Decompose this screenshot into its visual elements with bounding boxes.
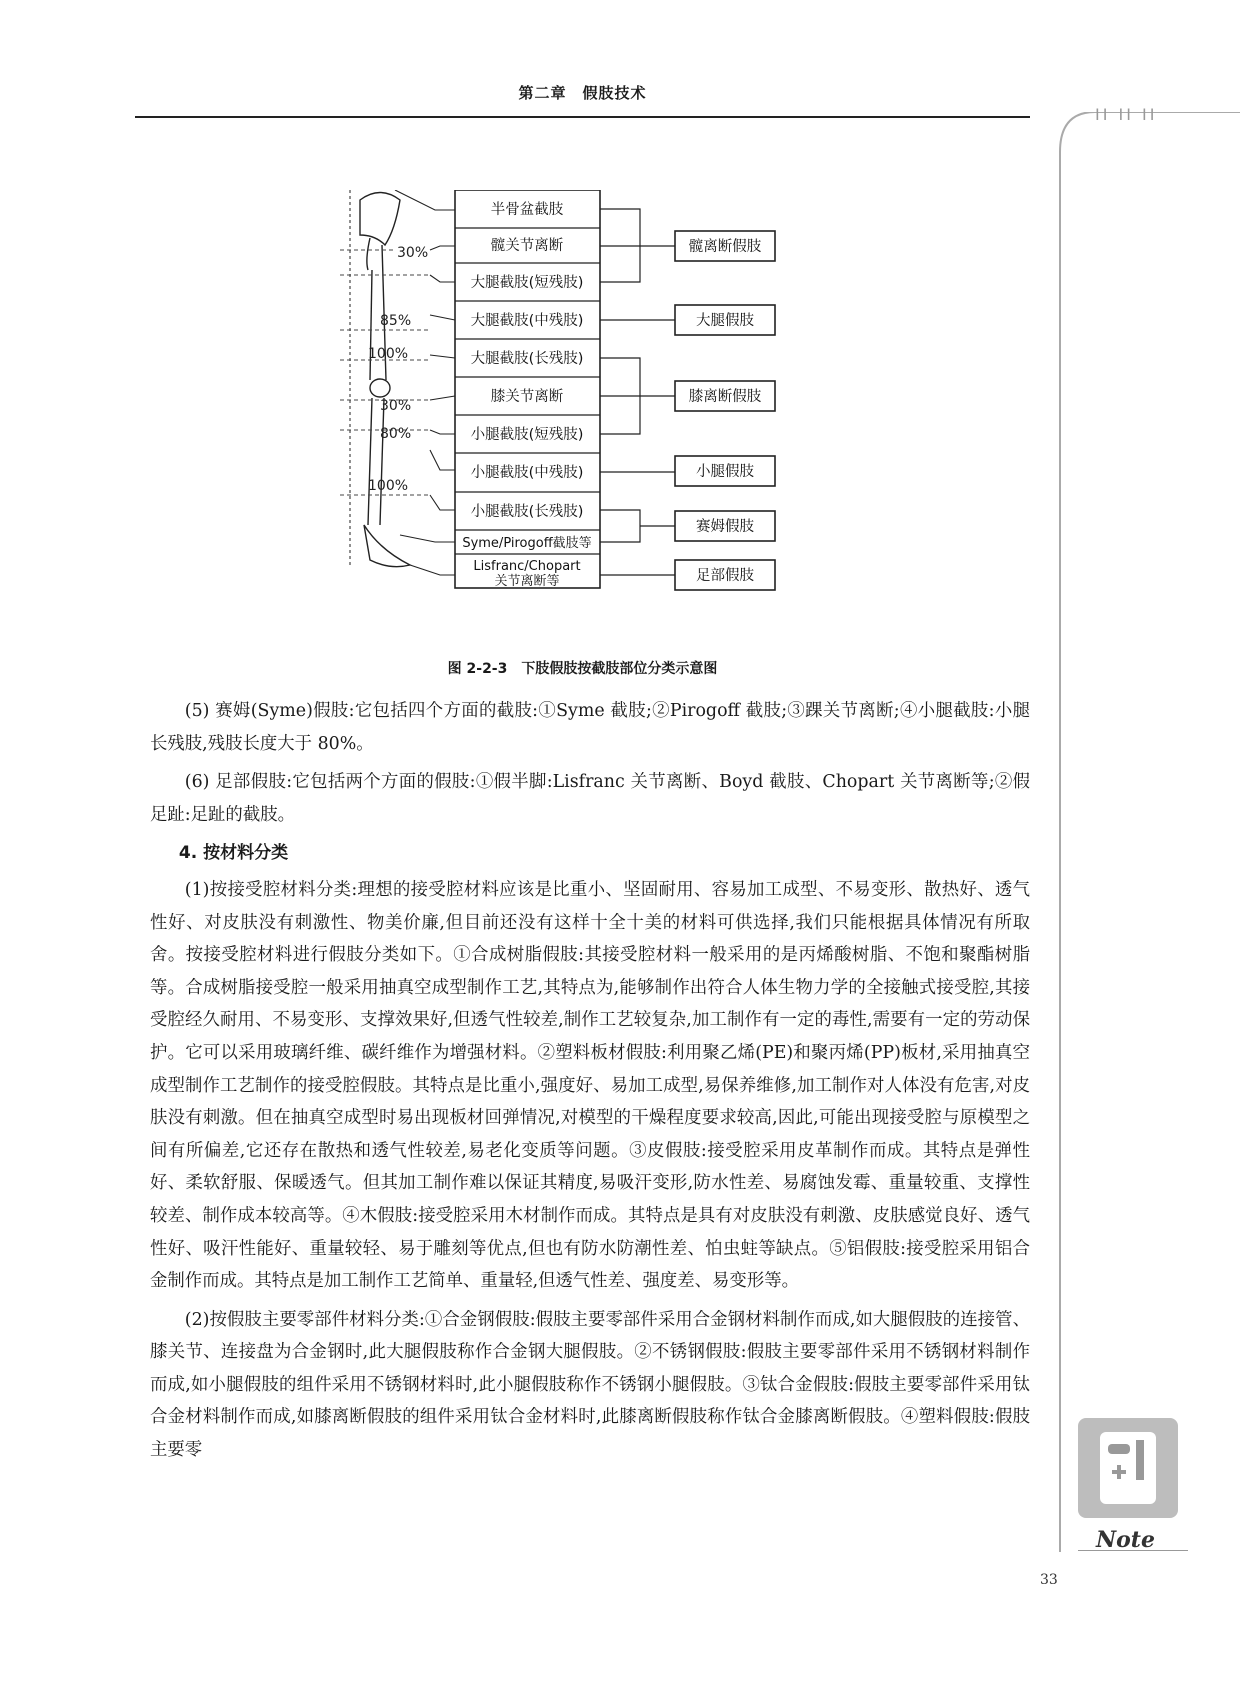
- note-label: Note: [1096, 1527, 1155, 1553]
- prosthesis-1: 髋离断假肢: [688, 239, 762, 255]
- pct-2: 85%: [380, 313, 412, 329]
- amputation-diagram: [340, 190, 870, 650]
- level-4: 大腿截肢(中残肢): [470, 313, 584, 329]
- level-7: 小腿截肢(短残肢): [470, 427, 584, 443]
- level-1: 半骨盆截肢: [490, 202, 564, 218]
- pct-5: 80%: [380, 426, 412, 442]
- level-5: 大腿截肢(长残肢): [470, 351, 584, 367]
- prosthesis-2: 大腿假肢: [696, 313, 754, 329]
- level-9: 小腿截肢(长残肢): [470, 504, 584, 520]
- prosthesis-4: 小腿假肢: [696, 464, 754, 480]
- note-rule: [1078, 1550, 1188, 1551]
- level-8: 小腿截肢(中残肢): [470, 465, 584, 481]
- paragraph-component-materials: (2)按假肢主要零部件材料分类:①合金钢假肢:假肢主要零部件采用合金钢材料制作而成,如大腿假肢的连接管、膝关节、连接盘为合金钢时,此大腿假肢称作合金钢大腿假肢。②不锈钢假肢:假肢主要零部件采用不锈钢材料制作而成,如小腿假肢的组件采用不锈钢材料时,此小腿假肢称作不锈钢小腿假肢。③钛合金假肢:假肢主要零部件采用钛合金材料制作而成,如膝离断假肢的组件采用钛合金材料时,此膝离断假肢称作钛合金膝离断假肢。④塑料假肢:假肢主要零: [150, 1309, 1030, 1461]
- level-6: 膝关节离断: [490, 389, 564, 405]
- level-11: Lisfranc/Chopart: [473, 559, 581, 574]
- prosthesis-6: 足部假肢: [696, 568, 754, 584]
- pct-3: 100%: [368, 346, 409, 362]
- level-3: 大腿截肢(短残肢): [470, 275, 584, 291]
- prosthesis-5: 赛姆假肢: [696, 519, 754, 535]
- margin-bars: II II II: [1095, 105, 1158, 124]
- page-number: 33: [1040, 1572, 1058, 1588]
- section-heading: 4. 按材料分类: [178, 843, 289, 864]
- note-icon: [1078, 1418, 1178, 1518]
- header-rule: [135, 116, 1030, 118]
- figure-caption: 图 2-2-3 下肢假肢按截肢部位分类示意图: [447, 661, 718, 677]
- level-2: 髋关节离断: [490, 238, 564, 254]
- pct-4: 30%: [380, 398, 412, 414]
- pct-6: 100%: [368, 478, 409, 494]
- page-header: 第二章 假肢技术: [518, 84, 647, 102]
- prosthesis-3: 膝离断假肢: [688, 389, 762, 405]
- pct-1: 30%: [397, 245, 429, 261]
- paragraph-socket-materials: (1)按接受腔材料分类:理想的接受腔材料应该是比重小、坚固耐用、容易加工成型、不易变形、散热好、透气性好、对皮肤没有刺激性、物美价廉,但目前还没有这样十全十美的材料可供选择,我们只能根据具体情况有所取舍。按接受腔材料进行假肢分类如下。①合成树脂假肢:其接受腔材料一般采用的是丙烯酸树脂、不饱和聚酯树脂等。合成树脂接受腔一般采用抽真空成型制作工艺,其特点为,能够制作出符合人体生物力学的全接触式接受腔,其接受腔经久耐用、不易变形、支撑效果好,但透气性较差,制作工艺较复杂,加工制作有一定的毒性,需要有一定的劳动保护。它可以采用玻璃纤维、碳纤维作为增强材料。②塑料板材假肢:利用聚乙烯(PE)和聚丙烯(PP)板材,采用抽真空成型制作工艺制作的接受腔假肢。其特点是比重小,强度好、易加工成型,易保养维修,加工制作对人体没有危害,对皮肤没有刺激。但在抽真空成型时易出现板材回弹情况,对模型的干燥程度要求较高,因此,可能出现接受腔与原模型之间有所偏差,它还存在散热和透气性较差,易老化变质等问题。③皮假肢:接受腔采用皮革制作而成。其特点是弹性好、柔软舒服、保暖透气。但其加工制作难以保证其精度,易吸汗变形,防水性差、易腐蚀发霉、重量较重、支撑性较差、制作成本较高等。④木假肢:接受腔采用木材制作而成。其特点是具有对皮肤没有刺激、皮肤感觉良好、透气性好、吸汗性能好、重量较轻、易于雕刻等优点,但也有防水防潮性差、怕虫蛀等缺点。⑤铝假肢:接受腔采用铝合金制作而成。其特点是加工制作工艺简单、重量轻,但透气性差、强度差、易变形等。: [150, 879, 1030, 1292]
- paragraph-foot: (6) 足部假肢:它包括两个方面的假肢:①假半脚:Lisfranc 关节离断、Boyd 截肢、Chopart 关节离断等;②假足趾:足趾的截肢。: [150, 772, 1030, 825]
- level-10: Syme/Pirogoff截肢等: [462, 536, 592, 551]
- body-text: [150, 695, 1030, 1473]
- paragraph-syme: (5) 赛姆(Syme)假肢:它包括四个方面的截肢:①Syme 截肢;②Pirogoff 截肢;③踝关节离断;④小腿截肢:小腿长残肢,残肢长度大于 80%。: [150, 701, 1030, 754]
- margin-curve: [1055, 112, 1245, 1572]
- level-12: 关节离断等: [494, 574, 560, 589]
